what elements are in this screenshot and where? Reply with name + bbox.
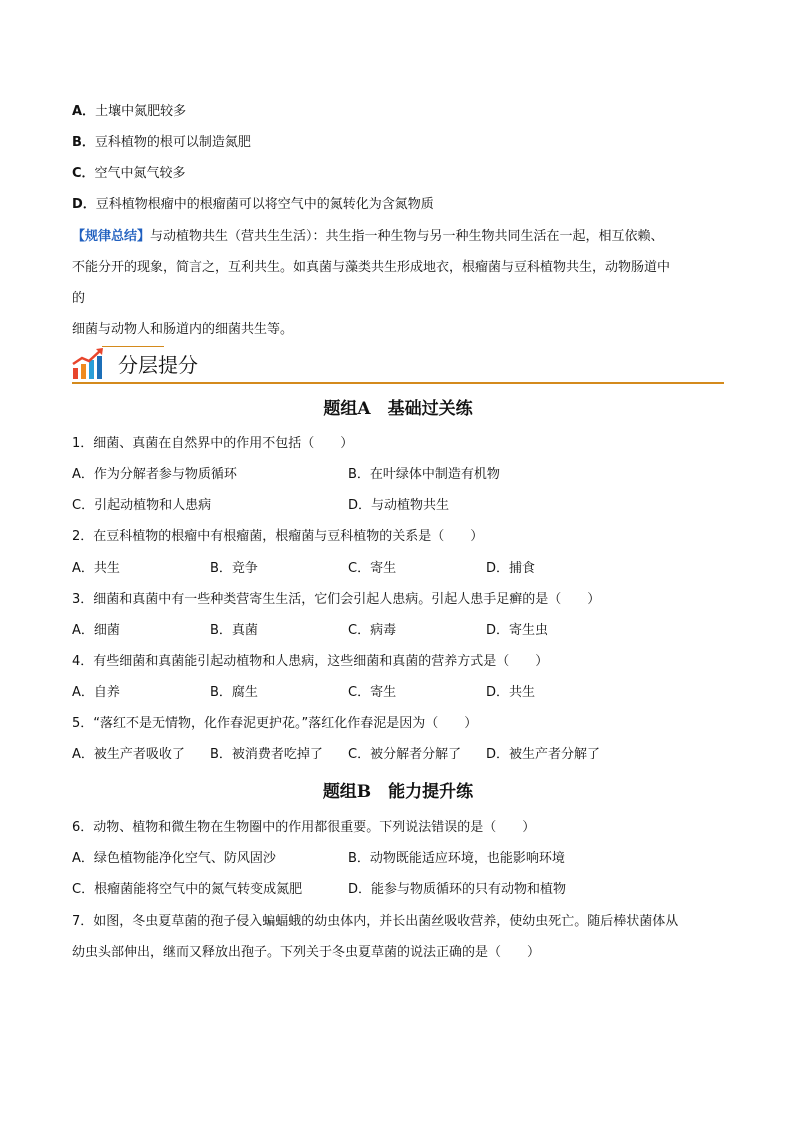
prev-option-c	[72, 165, 186, 183]
option-letter: D．	[72, 197, 96, 212]
option-letter: A．	[72, 104, 96, 119]
question-6-options-row-2	[72, 881, 724, 899]
question-5-options	[72, 746, 724, 764]
summary-text: 与动植物共生（营共生生活）：共生指一种生物与另一种生物共同生活在一起，相互依赖、	[150, 229, 664, 244]
option-b: B．在叶绿体中制造有机物	[348, 467, 500, 482]
question-4-options	[72, 684, 724, 702]
option-d: D．被生产者分解了	[486, 747, 601, 762]
option-c: C．根瘤菌能将空气中的氮气转变成氮肥	[72, 882, 303, 897]
option-a: A．细菌	[72, 623, 120, 638]
option-c: C．寄生	[348, 685, 397, 700]
question-2-options	[72, 560, 724, 578]
prev-option-b	[72, 134, 251, 152]
option-a: A．作为分解者参与物质循环	[72, 467, 237, 482]
summary-line-2: 不能分开的现象，简言之，互利共生。如真菌与藻类共生形成地衣，根瘤菌与豆科植物共生，动物肠道中	[72, 260, 671, 275]
section-header	[72, 344, 724, 384]
question-7-stem-line-1: 7．如图，冬虫夏草菌的孢子侵入蝙蝠蛾的幼虫体内，并长出菌丝吸收营养，使幼虫死亡。随后棒状菌体从	[72, 914, 679, 929]
option-d: D．捕食	[486, 561, 536, 576]
option-text: 豆科植物的根可以制造氮肥	[94, 135, 251, 150]
option-a: A．绿色植物能净化空气、防风固沙	[72, 851, 276, 866]
option-a: A．共生	[72, 561, 120, 576]
option-letter: B．	[72, 135, 95, 150]
summary-line-3: 的	[72, 291, 86, 306]
option-c: C．引起动植物和人患病	[72, 498, 212, 513]
section-divider	[72, 382, 724, 384]
option-text: 土壤中氮肥较多	[95, 104, 187, 119]
option-letter: C．	[72, 166, 95, 181]
question-1-options-row-1	[72, 466, 724, 484]
option-b: B．被消费者吃掉了	[210, 747, 323, 762]
option-b: B．竞争	[210, 561, 258, 576]
summary-line-1	[72, 228, 664, 246]
option-b: B．真菌	[210, 623, 258, 638]
option-a: A．自养	[72, 685, 120, 700]
summary-tag: 【规律总结】	[72, 229, 151, 244]
question-1-stem: 1．细菌、真菌在自然界中的作用不包括（ ）	[72, 436, 354, 451]
question-6-stem: 6．动物、植物和微生物在生物圈中的作用都很重要。下列说法错误的是（ ）	[72, 820, 536, 835]
option-a: A．被生产者吸收了	[72, 747, 185, 762]
option-text: 空气中氮气较多	[94, 166, 186, 181]
option-c: C．病毒	[348, 623, 397, 638]
option-d: D．与动植物共生	[348, 498, 450, 513]
option-text: 豆科植物根瘤中的根瘤菌可以将空气中的氮转化为含氮物质	[95, 197, 434, 212]
question-4-stem: 4．有些细菌和真菌能引起动植物和人患病，这些细菌和真菌的营养方式是（ ）	[72, 654, 549, 669]
option-c: C．寄生	[348, 561, 397, 576]
group-a-title: 题组A 基础过关练	[323, 399, 473, 419]
header-top-mark	[102, 346, 164, 347]
option-d: D．能参与物质循环的只有动物和植物	[348, 882, 567, 897]
question-1-options-row-2	[72, 497, 724, 515]
option-d: D．寄生虫	[486, 623, 549, 638]
prev-option-d	[72, 196, 434, 214]
question-2-stem: 2．在豆科植物的根瘤中有根瘤菌，根瘤菌与豆科植物的关系是（ ）	[72, 529, 484, 544]
section-title: 分层提分	[118, 353, 198, 377]
option-c: C．被分解者分解了	[348, 747, 462, 762]
bar-chart-trend-icon	[72, 348, 106, 380]
prev-option-a	[72, 103, 186, 121]
question-7-stem-line-2: 幼虫头部伸出，继而又释放出孢子。下列关于冬虫夏草菌的说法正确的是（ ）	[72, 945, 541, 960]
option-b: B．动物既能适应环境，也能影响环境	[348, 851, 565, 866]
question-3-options	[72, 622, 724, 640]
summary-line-4: 细菌与动物人和肠道内的细菌共生等。	[72, 322, 294, 337]
question-6-options-row-1	[72, 850, 724, 868]
group-b-title: 题组B 能力提升练	[322, 782, 474, 802]
option-b: B．腐生	[210, 685, 258, 700]
question-5-stem: 5．“落红不是无情物，化作春泥更护花。”落红化作春泥是因为（ ）	[72, 716, 478, 731]
question-3-stem: 3．细菌和真菌中有一些种类营寄生生活，它们会引起人患病。引起人患手足癣的是（ ）	[72, 592, 601, 607]
option-d: D．共生	[486, 685, 536, 700]
